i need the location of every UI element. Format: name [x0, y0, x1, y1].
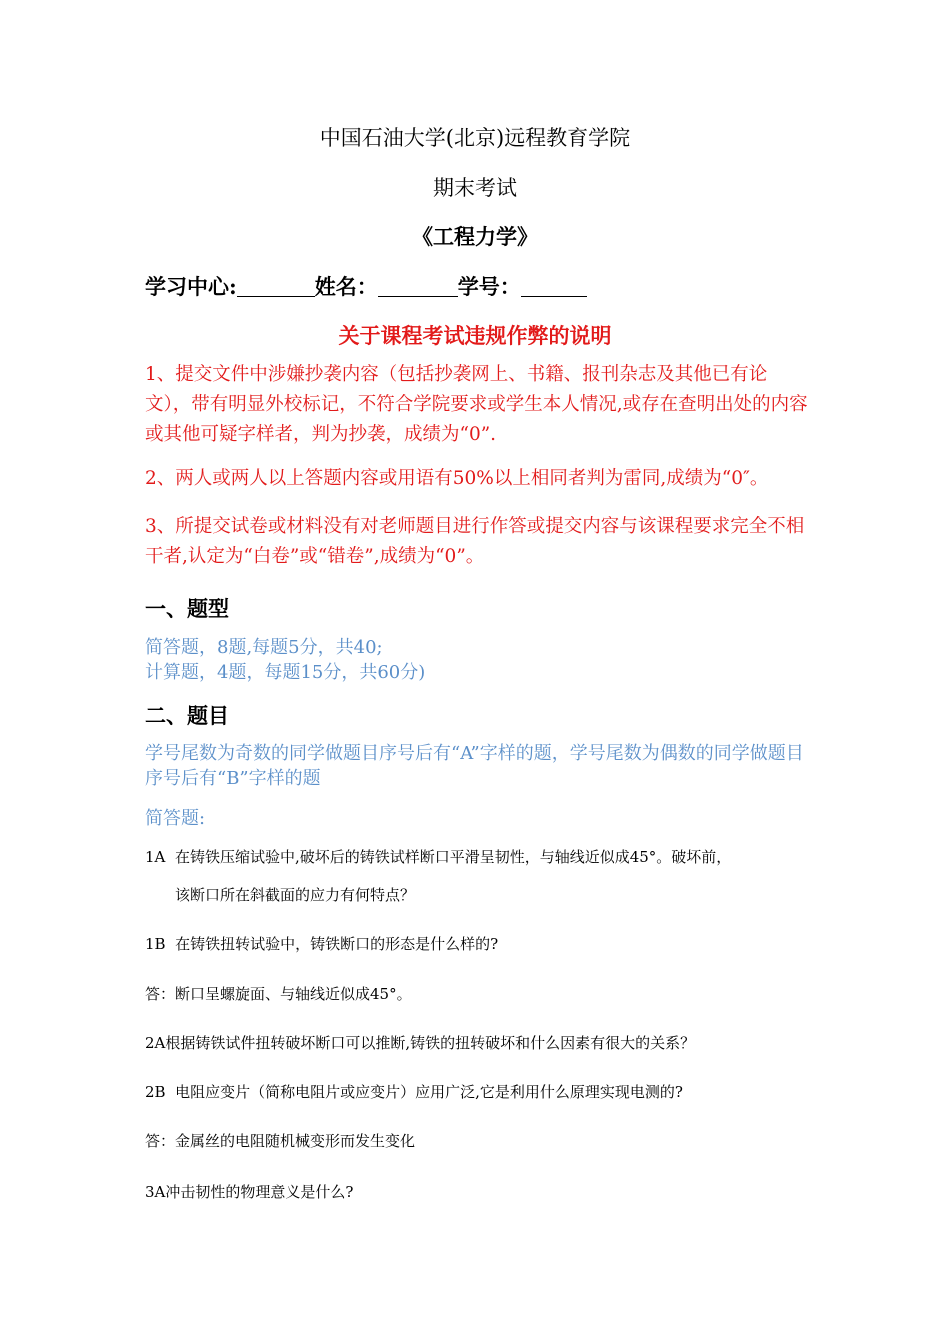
question-1a — [145, 838, 810, 914]
answer-2b: 答：金属丝的电阻随机械变形而发生变化 — [145, 1132, 416, 1150]
question-type-line: 简答题，8题,每题5分，共40; — [145, 637, 383, 658]
question-text: 电阻应变片（简称电阻片或应变片）应用广泛,它是利用什么原理实现电测的? — [175, 1083, 683, 1101]
rule-1: 1、提交文件中涉嫌抄袭内容（包括抄袭网上、书籍、报刊杂志及其他已有论文），带有明显外校标记，不符合学院要求或学生本人情况,或存在查明出处的内容或其他可疑字样者，判为抄袭，成绩为“0”. — [145, 364, 808, 445]
id-blank[interactable] — [521, 274, 587, 297]
question-2a: 2A根据铸铁试件扭转破坏断口可以推断,铸铁的扭转破坏和什么因素有很大的关系？ — [145, 1034, 696, 1052]
name-label: 姓名： — [314, 274, 378, 299]
exam-title: 期末考试 — [433, 176, 517, 200]
center-label: 学习中心: — [145, 274, 237, 299]
answer-1b: 答：断口呈螺旋面、与轴线近似成45°。 — [145, 985, 412, 1003]
rule-2: 2、两人或两人以上答题内容或用语有50%以上相同者判为雷同,成绩为“0″。 — [145, 468, 769, 489]
question-3a: 3A冲击韧性的物理意义是什么? — [145, 1183, 354, 1201]
school-title: 中国石油大学(北京)远程教育学院 — [319, 126, 631, 150]
question-text: 在铸铁扭转试验中，铸铁断口的形态是什么样的? — [175, 935, 499, 953]
short-answer-heading: 简答题: — [145, 808, 206, 829]
question-2b — [145, 1073, 810, 1111]
section2-heading: 二、题目 — [145, 703, 229, 728]
question-1b — [145, 925, 810, 963]
question-number: 2B — [145, 1083, 166, 1101]
question-text: 在铸铁压缩试验中,破坏后的铸铁试样断口平滑呈韧性，与轴线近似成45°。破坏前， — [174, 848, 732, 866]
center-blank[interactable] — [237, 274, 315, 297]
student-info-line — [145, 271, 810, 301]
rules-title: 关于课程考试违规作弊的说明 — [338, 323, 612, 348]
course-title: 《工程力学》 — [412, 224, 538, 249]
question-text: 该断口所在斜截面的应力有何特点？ — [175, 886, 416, 904]
id-label: 学号： — [457, 274, 521, 299]
name-blank[interactable] — [378, 274, 458, 297]
section1-heading: 一、题型 — [145, 596, 229, 621]
question-number: 1B — [145, 935, 166, 953]
question-type-line: 计算题，4题，每题15分，共60分) — [145, 662, 426, 683]
question-number: 1A — [145, 848, 166, 866]
section2-note: 学号尾数为奇数的同学做题目序号后有“A”字样的题，学号尾数为偶数的同学做题目序号后有“B”字样的题 — [145, 743, 804, 789]
rule-3: 3、所提交试卷或材料没有对老师题目进行作答或提交内容与该课程要求完全不相干者,认定为“白卷”或“错卷”,成绩为“0”。 — [145, 516, 805, 567]
